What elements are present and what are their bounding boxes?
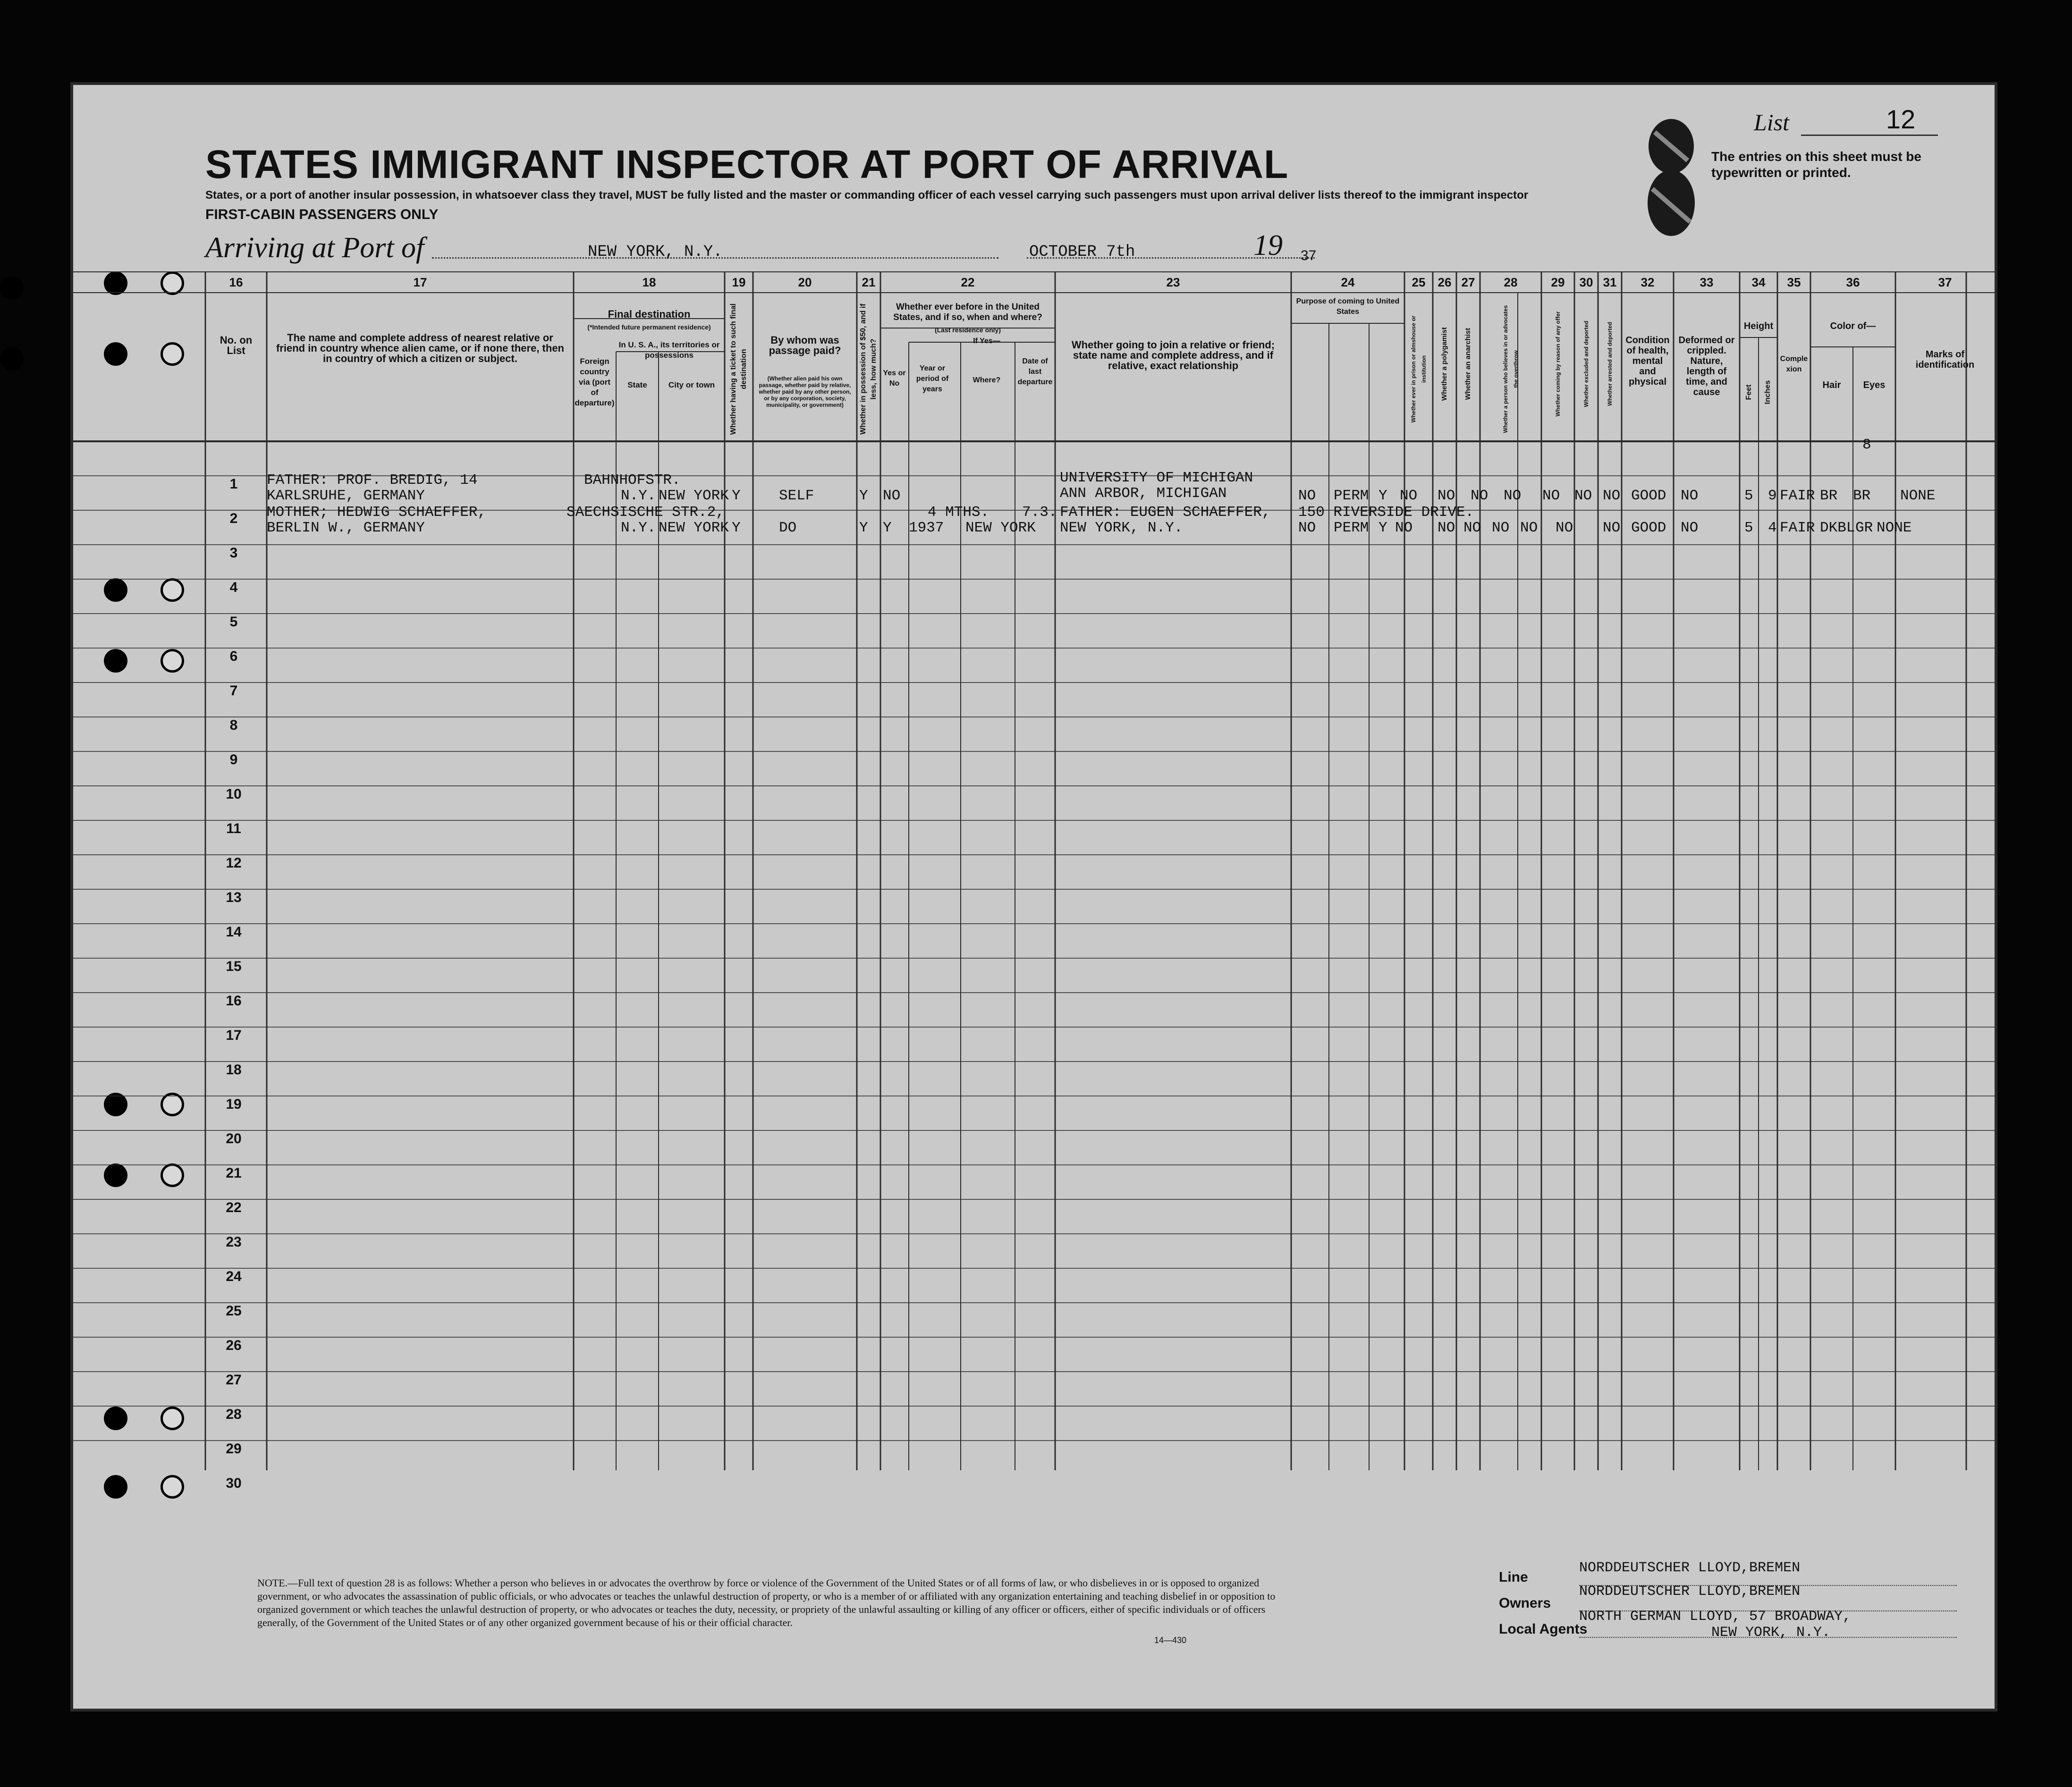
col-number: 36	[1846, 275, 1860, 289]
col20-label: By whom was passage paid?	[769, 334, 841, 356]
row-number: 23	[226, 1234, 242, 1250]
r2-relative-line2: BERLIN W., GERMANY	[267, 520, 425, 536]
r1-foreign-port: BAHNHOFSTR.	[584, 472, 681, 489]
r1-c28: NO	[1504, 488, 1522, 504]
col31-label: Whether arrested and deported	[1607, 321, 1613, 406]
col29-label: Whether coming by reason of any offer	[1555, 311, 1561, 417]
row-number: 9	[229, 752, 238, 767]
col27-label: Whether an anarchist	[1464, 328, 1472, 400]
col37-label: Marks of identification	[1915, 349, 1975, 370]
r1-c24c: Y	[1379, 488, 1387, 504]
date-value: OCTOBER 7th	[1029, 243, 1135, 261]
row-number: 24	[226, 1269, 242, 1284]
row-number: 16	[226, 993, 242, 1009]
r1-complexion: FAIR	[1780, 488, 1815, 504]
r1-eyes: BR	[1853, 488, 1871, 504]
row-number: 3	[229, 545, 238, 561]
form-number: 14—430	[1154, 1635, 1187, 1645]
r2-c24b: PERM	[1334, 520, 1369, 536]
r2-relative-line1: MOTHER; HEDWIG SCHAEFFER,	[267, 504, 487, 521]
punch-ring	[161, 1475, 184, 1499]
r1-paid-by: SELF	[779, 488, 814, 504]
line-label: Line	[1499, 1569, 1528, 1585]
owners-value: NORDDEUTSCHER LLOYD,BREMEN	[1579, 1584, 1801, 1600]
r1-money: Y	[859, 488, 868, 504]
col34-label: Height	[1743, 321, 1774, 331]
r2-c29: NO	[1520, 520, 1538, 536]
r2-feet: 5	[1744, 520, 1753, 536]
col-number: 25	[1412, 275, 1426, 289]
margin-mark: 8	[1862, 437, 1871, 453]
r1-before: NO	[883, 488, 901, 504]
row-number: 15	[226, 959, 242, 974]
column-number-row	[73, 271, 1995, 293]
row-number: 10	[226, 786, 242, 802]
r1-relative-line2: KARLSRUHE, GERMANY	[267, 488, 425, 504]
col-number: 35	[1787, 275, 1801, 289]
r1-c26: NO	[1438, 488, 1455, 504]
col18-label: Final destination	[608, 308, 691, 320]
year-suffix: 37	[1301, 248, 1317, 263]
r2-health: GOOD	[1631, 520, 1666, 536]
r2-hair: DKBL	[1820, 520, 1855, 536]
r2-before: Y	[883, 520, 892, 536]
r1-c27: NO	[1471, 488, 1488, 504]
r2-eyes: GR	[1855, 520, 1873, 536]
r1-health: GOOD	[1631, 488, 1666, 504]
row-number: 20	[226, 1131, 242, 1146]
r2-join-line1: FATHER: EUGEN SCHAEFFER,	[1060, 504, 1271, 521]
col-number: 33	[1700, 275, 1714, 289]
col19-label: Whether having a ticket to such final destination	[729, 303, 748, 435]
row-number: 17	[226, 1028, 242, 1043]
r1-c31: NO	[1603, 488, 1621, 504]
row-number: 13	[226, 890, 242, 905]
r2-money: Y	[859, 520, 868, 536]
col-number: 28	[1504, 275, 1518, 289]
col-number: 37	[1938, 275, 1952, 289]
r1-city: NEW YORK	[659, 488, 729, 504]
col-number: 34	[1751, 275, 1766, 289]
col22-label: Whether ever before in the United States, and if so, when and where?	[893, 302, 1042, 322]
list-note: The entries on this sheet must be typewritten or printed.	[1711, 149, 1921, 180]
col23-label: Whether going to join a relative or friend; state name and complete address, and if relative, exact relationship	[1071, 339, 1275, 371]
row-number: 11	[226, 821, 241, 836]
col22-yesno: Yes or No	[883, 369, 906, 388]
punch-hole	[104, 1475, 127, 1499]
col20-note: (Whether alien paid his own passage, whether paid by relative, whether paid by any other person, or by any corporation, society, municipality, or government)	[759, 375, 851, 408]
r1-c24b: PERM	[1334, 488, 1369, 504]
col18-note: (*Intended future permanent residence)	[587, 323, 711, 331]
list-label: List	[1754, 109, 1790, 135]
list-line	[1801, 135, 1938, 136]
r1-c24a: NO	[1298, 488, 1316, 504]
r1-c30: NO	[1574, 488, 1592, 504]
col22-year: Year or period of years	[916, 364, 949, 393]
row-number: 18	[226, 1062, 242, 1078]
col17-label: The name and complete address of nearest relative or friend in country whence alien came, or if none there, then in country of which a citizen or subject.	[276, 332, 564, 364]
r1-inches: 9	[1768, 488, 1777, 504]
col32-label: Condition of health, mental and physical	[1625, 335, 1670, 387]
col33-label: Deformed or crippled. Nature, length of time, and cause	[1678, 335, 1735, 397]
col-number: 17	[413, 275, 427, 289]
agents-label: Local Agents	[1499, 1621, 1588, 1637]
col16-label: No. on List	[220, 334, 253, 356]
agents-value-line2: NEW YORK, N.Y.	[1711, 1625, 1831, 1641]
r2-ticket: Y	[732, 520, 741, 536]
col26-label: Whether a polygamist	[1440, 327, 1448, 401]
r2-period: 4 MTHS.	[928, 504, 989, 521]
question-28-note: NOTE.—Full text of question 28 is as follows: Whether a person who believes in or advocates the overthrow by force or violence of the Government of the United States or of all forms of law, or who disbelieves in or is opposed to organized government, or who advocates the assassination of public officials, or who advocates or teaches the unlawful destruction of property, or who is a member of or affiliated with any organization entertaining and teaching disbelief in or opposition to organized government or which teaches the unlawful destruction of property, or who advocates or teaches the duty, necessity, or propriety of the unlawful assaulting or killing of any officer or officers, either of specific individuals or of officers generally, of the Government of the United States or of any other organized government because of his or their official character.	[257, 1577, 1276, 1628]
r2-c26: NO	[1438, 520, 1455, 536]
r2-c27: NO	[1463, 520, 1481, 536]
row-number: 26	[226, 1338, 242, 1353]
line-value: NORDDEUTSCHER LLOYD,BREMEN	[1579, 1560, 1801, 1576]
col18a-label: Foreign country via (port of departure)	[575, 357, 615, 407]
column-header-labels	[73, 293, 1995, 434]
col28-label: Whether a person who believes in or advocates the overthrow	[1502, 305, 1519, 433]
r1-deformed: NO	[1681, 488, 1699, 504]
r2-city: NEW YORK	[659, 520, 729, 536]
row-number: 29	[226, 1441, 242, 1457]
row-number: 2	[229, 511, 238, 526]
r2-c30: NO	[1556, 520, 1573, 536]
r1-join-line2: ANN ARBOR, MICHIGAN	[1060, 485, 1227, 502]
r2-c25: NO	[1395, 520, 1413, 536]
col34-feet: Feet	[1745, 384, 1753, 400]
manifest-sheet	[73, 85, 1995, 1709]
r2-paid-by: DO	[779, 520, 797, 536]
row-number: 5	[229, 614, 238, 630]
col-number: 21	[862, 275, 876, 289]
agents-value-line1: NORTH GERMAN LLOYD, 57 BROADWAY,	[1579, 1609, 1852, 1625]
r2-where: NEW YORK	[965, 520, 1036, 536]
row-number: 7	[229, 683, 238, 699]
year-prefix: 19	[1253, 229, 1283, 261]
r2-year: 1937	[909, 520, 944, 536]
row-number: 25	[226, 1303, 242, 1319]
row-number: 27	[226, 1372, 242, 1388]
row-number: 12	[226, 855, 242, 871]
form-title: STATES IMMIGRANT INSPECTOR AT PORT OF ARRIVAL	[205, 142, 1289, 186]
col-number: 31	[1603, 275, 1617, 289]
col-number: 26	[1438, 275, 1452, 289]
col25-label: Whether ever in prison or almshouse or institution	[1410, 315, 1427, 423]
r2-address: 150 RIVERSIDE DRIVE.	[1298, 504, 1474, 521]
col24-label: Purpose of coming to United States	[1296, 297, 1400, 316]
r1-hair: BR	[1820, 488, 1838, 504]
row-number: 8	[229, 717, 238, 733]
r1-marks: NONE	[1900, 488, 1936, 504]
col-number: 20	[798, 275, 812, 289]
r1-ticket: Y	[732, 488, 741, 504]
col18-state: State	[627, 380, 647, 389]
r1-state: N.Y.	[621, 488, 656, 504]
col-number: 19	[732, 275, 746, 289]
col-number: 29	[1551, 275, 1565, 289]
col21-label: Whether in possession of $50, and if less, how much?	[859, 303, 878, 435]
row-number: 6	[229, 649, 238, 664]
r2-c24c: Y	[1379, 520, 1387, 536]
col-number: 23	[1166, 275, 1180, 289]
col34-inches: Inches	[1764, 380, 1772, 405]
col36-eyes: Eyes	[1863, 380, 1886, 390]
owners-label: Owners	[1499, 1595, 1551, 1611]
col35-label: Complexion	[1780, 355, 1808, 373]
col-number: 27	[1461, 275, 1475, 289]
list-number: 12	[1886, 104, 1916, 134]
row-number: 21	[226, 1165, 242, 1181]
r2-departure: 7.3.	[1022, 504, 1057, 521]
col-number: 32	[1641, 275, 1655, 289]
col-number: 30	[1579, 275, 1593, 289]
row-number: 1	[229, 476, 238, 492]
row-number: 28	[226, 1407, 242, 1422]
r2-c31: NO	[1603, 520, 1621, 536]
arriving-label: Arriving at Port of	[205, 232, 424, 264]
col36-label: Color of—	[1830, 321, 1876, 331]
form-class: FIRST-CABIN PASSENGERS ONLY	[205, 207, 439, 222]
binder-hole	[0, 347, 24, 371]
r1-c25: NO	[1400, 488, 1418, 504]
row-number: 22	[226, 1200, 242, 1215]
r1-c29: NO	[1542, 488, 1560, 504]
col36-hair: Hair	[1822, 380, 1841, 390]
row-number: 14	[226, 924, 242, 940]
r2-deformed: NO	[1681, 520, 1699, 536]
r2-c24a: NO	[1298, 520, 1316, 536]
col30-label: Whether excluded and deported	[1583, 320, 1590, 407]
r2-marks: NONE	[1877, 520, 1912, 536]
col18-city: City or town	[668, 380, 715, 389]
row-number: 19	[226, 1096, 242, 1112]
manifest-grid	[73, 271, 1995, 1470]
r2-foreign-port: SAECHSISCHE STR.2,	[567, 504, 725, 521]
form-instructions: States, or a port of another insular possession, in whatsoever class they travel, MUST be fully listed and the master or commanding officer of each vessel carrying such passengers must upon arrival deliver lists thereof to the immigrant inspector	[205, 189, 1529, 202]
r1-feet: 5	[1744, 488, 1753, 504]
col-number: 16	[229, 275, 243, 289]
col-number: 24	[1341, 275, 1355, 289]
col22-note: (Last residence only)	[934, 326, 1001, 334]
sheet-stamp-mark	[1645, 113, 1697, 241]
port-value: NEW YORK, N.Y.	[588, 243, 723, 261]
col22-ifyes: If Yes—	[973, 337, 1000, 345]
col22-where: Where?	[973, 376, 1001, 384]
r2-complexion: FAIR	[1780, 520, 1815, 536]
r2-state: N.Y.	[621, 520, 656, 536]
r2-c28: NO	[1492, 520, 1510, 536]
col18b-label: In U. S. A., its territories or possessions	[618, 340, 720, 360]
row-number: 4	[229, 580, 238, 595]
col-number: 18	[642, 275, 656, 289]
r1-join-line1: UNIVERSITY OF MICHIGAN	[1060, 470, 1253, 486]
col22-date: Date of last departure	[1017, 357, 1053, 386]
r1-relative-line1: FATHER: PROF. BREDIG, 14	[267, 472, 478, 489]
r2-inches: 4	[1768, 520, 1777, 536]
binder-hole	[0, 276, 24, 300]
row-number: 30	[226, 1475, 242, 1491]
col-number: 22	[961, 275, 975, 289]
r2-join-line2: NEW YORK, N.Y.	[1060, 520, 1183, 536]
